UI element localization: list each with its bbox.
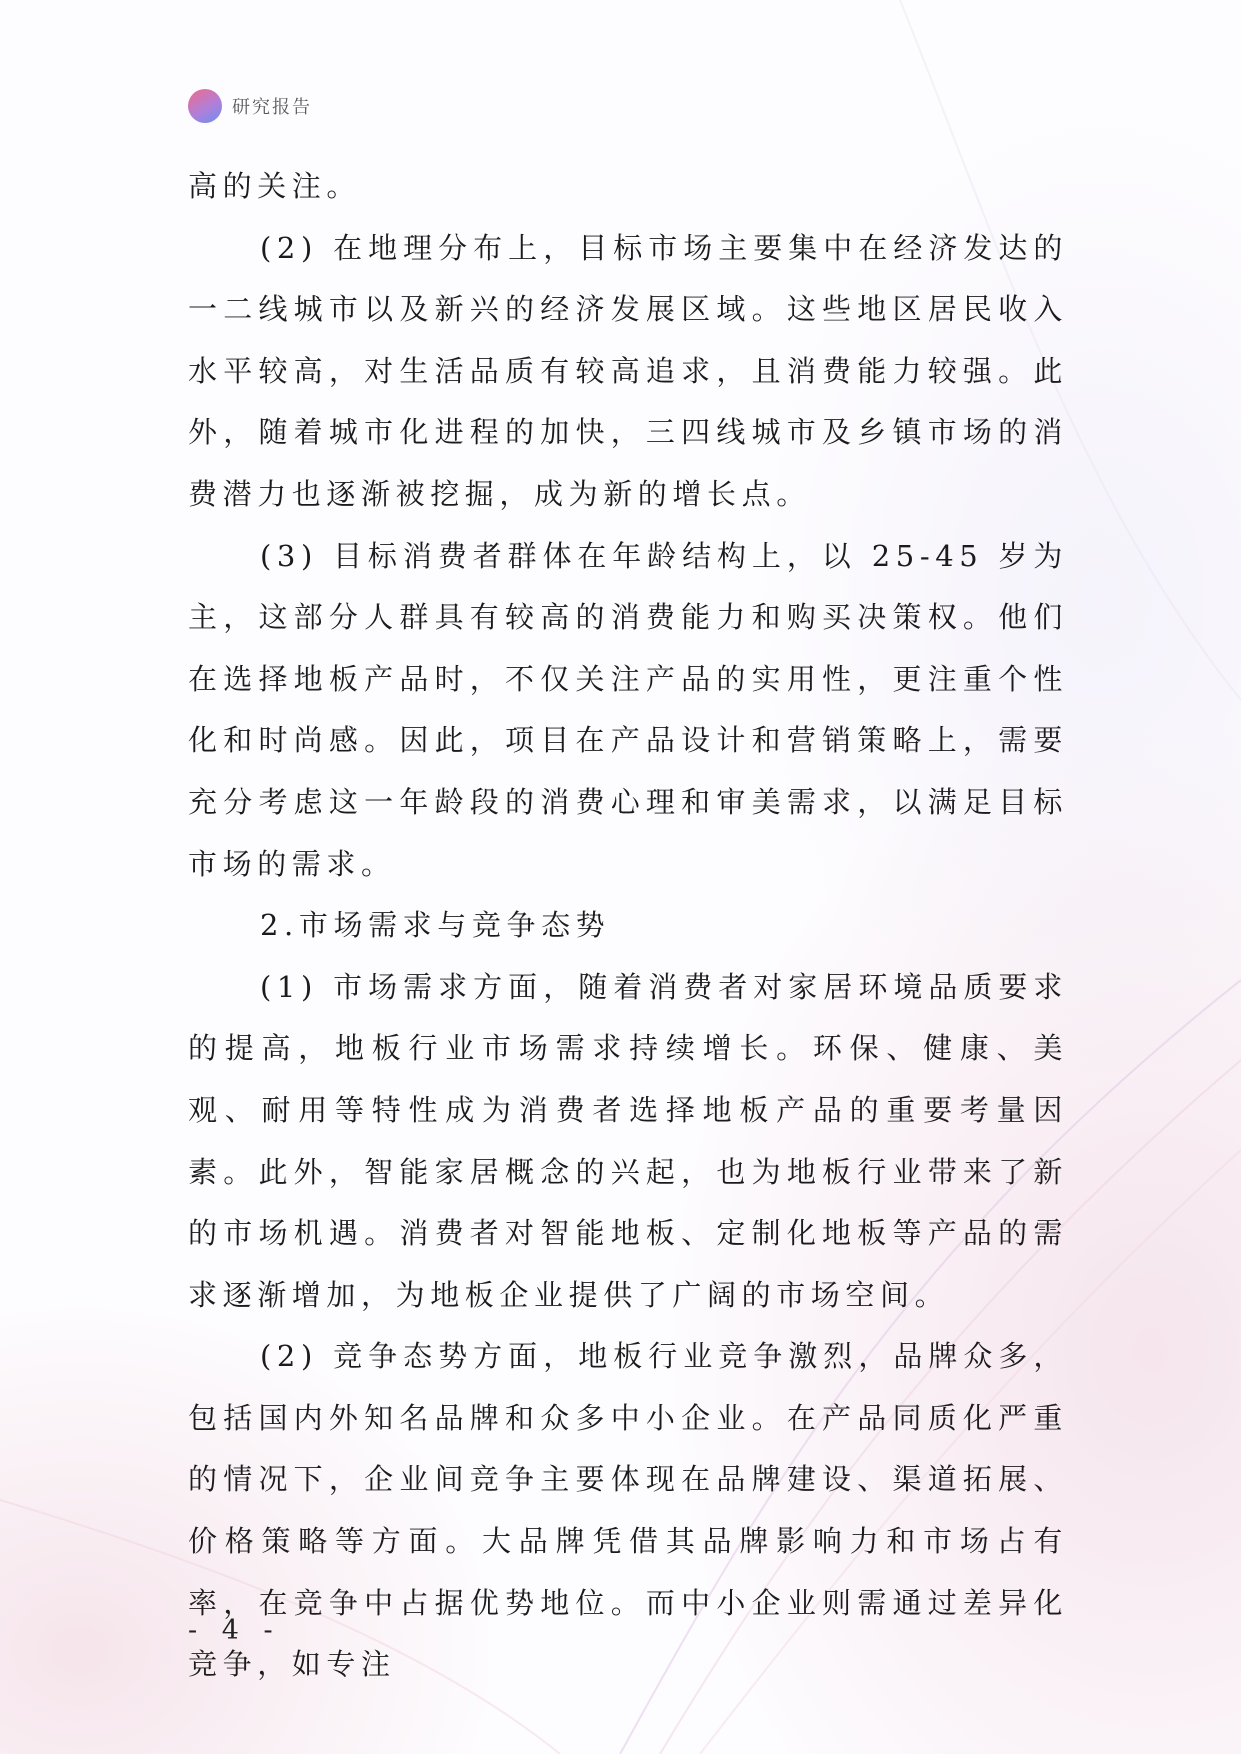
paragraph-market-demand: (1) 市场需求方面，随着消费者对家居环境品质要求的提高，地板行业市场需求持续增长。环保、健康、美观、耐用等特性成为消费者选择地板产品的重要考量因素。此外，智能家居概念的兴起，也为地板行业带来了新的市场机遇。消费者对智能地板、定制化地板等产品的需求逐渐增加，为地板企业提供了广阔的市场空间。 — [188, 969, 1068, 1312]
page-number: - 4 - — [188, 1615, 281, 1646]
logo-icon — [188, 89, 222, 123]
header-label: 研究报告 — [232, 97, 312, 118]
paragraph-continuation: 高的关注。 — [188, 169, 362, 203]
paragraph-geography: (2) 在地理分布上，目标市场主要集中在经济发达的一二线城市以及新兴的经济发展区域。这些地区居民收入水平较高，对生活品质有较高追求，且消费能力较强。此外，随着城市化进程的加快，三四线城市及乡镇市场的消费潜力也逐渐被挖掘，成为新的增长点。 — [188, 230, 1068, 511]
paragraph-competition: (2) 竞争态势方面，地板行业竞争激烈，品牌众多，包括国内外知名品牌和众多中小企业。在产品同质化严重的情况下，企业间竞争主要体现在品牌建设、渠道拓展、价格策略等方面。大品牌凭借其品牌影响力和市场占有率，在竞争中占据优势地位。而中小企业则需通过差异化竞争，如专注 — [188, 1339, 1068, 1682]
section-heading: 2.市场需求与竞争态势 — [260, 908, 611, 943]
paragraph-age-structure: (3) 目标消费者群体在年龄结构上，以 25-45 岁为主，这部分人群具有较高的消费能力和购买决策权。他们在选择地板产品时，不仅关注产品的实用性，更注重个性化和时尚感。因此，项目在产品设计和营销策略上，需要充分考虑这一年龄段的消费心理和审美需求，以满足目标市场的需求。 — [188, 538, 1068, 881]
page-header — [188, 88, 312, 124]
document-body — [188, 156, 1068, 1696]
